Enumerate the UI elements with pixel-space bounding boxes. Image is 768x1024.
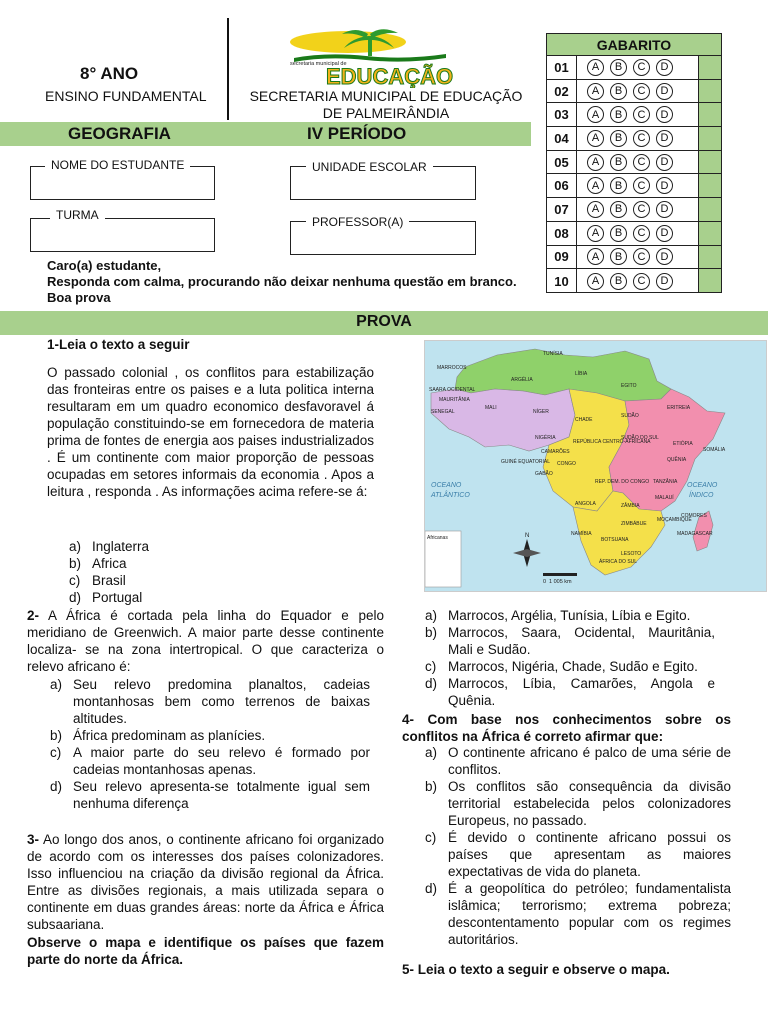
q5-title: 5- Leia o texto a seguir e observe o mapa. (402, 962, 670, 977)
option-text: Seu relevo predomina planaltos, cadeias montanhosas bem como terrenos de baixas altitudes. (73, 677, 370, 726)
instructions-line-1: Caro(a) estudante, (47, 258, 162, 273)
prova-title: PROVA (356, 313, 412, 330)
answer-bubble[interactable]: B (610, 273, 627, 290)
answer-bubble[interactable]: B (610, 106, 627, 123)
answer-row-number: 01 (547, 56, 577, 79)
map-label-libia: LÍBIA (575, 371, 588, 377)
map-scale-label: 1 005 km (549, 579, 572, 585)
option-text: Marrocos, Nigéria, Chade, Sudão e Egito. (448, 659, 698, 674)
answer-bubbles (577, 248, 673, 265)
map-label-lesoto: LESOTO (621, 551, 642, 557)
answer-bubble[interactable]: B (610, 83, 627, 100)
option-text: Marrocos, Líbia, Camarões, Angola e Quênia. (448, 676, 715, 708)
answer-row-number: 05 (547, 151, 577, 174)
secretaria-line-1: SECRETARIA MUNICIPAL DE EDUCAÇÃO (249, 88, 523, 104)
secretaria-logo (286, 28, 481, 88)
map-label-congo: CONGO (557, 461, 576, 467)
q2-option[interactable] (50, 778, 370, 812)
option-letter: b) (425, 625, 438, 640)
grade-label: 8° ANO (80, 64, 139, 83)
answer-bubble[interactable]: D (656, 59, 673, 76)
answer-bubble[interactable]: B (610, 201, 627, 218)
answer-bubble[interactable]: B (610, 154, 627, 171)
q3-option[interactable] (425, 658, 715, 675)
answer-bubble[interactable]: B (610, 130, 627, 147)
answer-bubbles (577, 177, 673, 194)
answer-row-number: 04 (547, 127, 577, 150)
map-label-rca: REPÚBLICA CENTRO-AFRICANA (573, 439, 651, 445)
answer-row-number: 02 (547, 80, 577, 103)
q3-option[interactable] (425, 624, 715, 658)
map-label-tanzania: TANZÂNIA (653, 479, 678, 485)
answer-bubble[interactable]: D (656, 177, 673, 194)
answer-bubble[interactable]: A (587, 83, 604, 100)
answer-bubble[interactable]: A (587, 177, 604, 194)
answer-row-number: 03 (547, 103, 577, 126)
answer-bubble[interactable]: A (587, 248, 604, 265)
option-letter: d) (425, 676, 438, 691)
map-label-madagascar: MADAGASCAR (677, 531, 713, 537)
q4-options (425, 744, 731, 948)
option-text: Os conflitos são consequência da divisão territorial estabelecida pelos colonizadores Europeus, no passado. (448, 779, 731, 828)
map-label-marrocos: MARROCOS (437, 365, 467, 371)
map-ocean-ind-2: ÍNDICO (689, 492, 714, 499)
q1-option[interactable] (69, 589, 269, 606)
map-label-nigeria: NIGÉRIA (535, 435, 556, 441)
instructions (47, 258, 517, 306)
answer-bubble[interactable]: A (587, 201, 604, 218)
answer-bubble[interactable]: A (587, 225, 604, 242)
answer-row-number: 08 (547, 222, 577, 245)
answer-bubbles (577, 106, 673, 123)
q2-option[interactable] (50, 727, 370, 744)
q3-option[interactable] (425, 675, 715, 709)
answer-row (547, 269, 721, 293)
answer-row (547, 222, 721, 246)
answer-bubbles (577, 201, 673, 218)
map-label-chade: CHADE (575, 417, 593, 423)
map-label-mauritania: MAURITÂNIA (439, 397, 470, 403)
map-label-argelia: ARGÉLIA (511, 377, 533, 383)
answer-bubble[interactable]: C (633, 130, 650, 147)
option-text: É a geopolítica do petróleo; fundamentalista islâmica; terrorismo; extrema pobreza; descontentamento popular com os regimes autoritários. (448, 881, 731, 947)
map-label-egito: EGITO (621, 383, 637, 389)
answer-bubble[interactable]: D (656, 273, 673, 290)
map-label-saara: SAARA OCIDENTAL (429, 387, 476, 393)
answer-row (547, 80, 721, 104)
answer-row (547, 151, 721, 175)
q2-number: 2- (27, 608, 40, 623)
q2-option[interactable] (50, 676, 370, 727)
map-label-namibia: NAMÍBIA (571, 531, 592, 537)
option-letter: d) (69, 590, 82, 605)
answer-bubble[interactable]: C (633, 273, 650, 290)
map-label-zimbabue: ZIMBÁBUE (621, 521, 647, 527)
answer-sheet-title: GABARITO (547, 34, 721, 56)
answer-row (547, 246, 721, 270)
answer-bubbles (577, 273, 673, 290)
answer-bubble[interactable]: C (633, 59, 650, 76)
q4-option[interactable] (425, 880, 731, 948)
option-letter: a) (425, 745, 438, 760)
answer-bubble[interactable]: C (633, 201, 650, 218)
answer-row-number: 09 (547, 246, 577, 269)
option-text: A maior parte do seu relevo é formado por cadeias montanhosas apenas. (73, 745, 370, 777)
class-label: TURMA (50, 208, 105, 222)
answer-bubble[interactable]: C (633, 225, 650, 242)
q1-title: 1-Leia o texto a seguir (47, 337, 190, 352)
option-letter: d) (425, 881, 438, 896)
option-text: Brasil (92, 573, 126, 588)
option-letter: b) (50, 728, 63, 743)
option-letter: c) (69, 573, 81, 588)
answer-bubble[interactable]: B (610, 177, 627, 194)
q3-text (27, 831, 384, 933)
subject-label: GEOGRAFIA (68, 124, 171, 143)
map-label-comores: COMORES (681, 513, 707, 519)
secretaria-line-2: DE PALMEIRÂNDIA (322, 105, 450, 121)
q1-options (69, 538, 269, 606)
answer-bubble[interactable]: B (610, 248, 627, 265)
answer-row (547, 103, 721, 127)
answer-row-number: 10 (547, 269, 577, 293)
q4-option[interactable] (425, 778, 731, 829)
logo-main-text: EDUCAÇÃO (326, 64, 454, 88)
answer-row (547, 174, 721, 198)
option-text: Marrocos, Saara, Ocidental, Mauritânia, Mali e Sudão. (448, 625, 715, 657)
header-divider (227, 18, 229, 120)
q4-title: 4- Com base nos conhecimentos sobre os conflitos na África é correto afirmar que: (402, 712, 731, 744)
answer-sheet (546, 33, 722, 293)
answer-bubble[interactable]: D (656, 248, 673, 265)
map-label-rdc: REP. DEM. DO CONGO (595, 479, 650, 485)
answer-row-number: 07 (547, 198, 577, 221)
q3-number: 3- (27, 832, 40, 847)
q1-text: O passado colonial , os conflitos para estabilização das fronteiras entre os paises e a luta politica interna resultaram em um quadro economico desfavoravel á população constituindo-se em fornecedora de materia prima de fontes de energia aos paises industrializados . É um continente com maior proporção de pessoas ocupadas em setores informais da economia . Apos a leitura , responda . As informações acima refere-se á: (47, 365, 374, 499)
q2-options (50, 676, 370, 812)
option-letter: b) (69, 556, 82, 571)
map-label-mali: MALI (485, 405, 497, 411)
teacher-label: PROFESSOR(A) (306, 215, 409, 229)
svg-text:0: 0 (543, 579, 547, 585)
secretaria-title (238, 88, 534, 122)
map-label-etiopia: ETIÓPIA (673, 441, 693, 447)
answer-row (547, 56, 721, 80)
logo-small-text: secretaria municipal de (290, 61, 347, 67)
option-text: É devido o continente africano possui os países que apresentam as maiores expectativas de vida do planeta. (448, 830, 731, 879)
option-letter: a) (69, 539, 82, 554)
period-label: IV PERÍODO (307, 124, 407, 143)
map-label-angola: ANGOLA (575, 501, 596, 507)
map-label-quenia: QUÊNIA (667, 457, 687, 463)
option-text: Africa (92, 556, 127, 571)
map-label-tunisia: TUNÍSIA (543, 351, 563, 357)
option-letter: a) (425, 608, 438, 623)
answer-bubble[interactable]: B (610, 225, 627, 242)
option-text: África predominam as planícies. (73, 728, 266, 743)
q1-option[interactable] (69, 555, 269, 572)
q4-option[interactable] (425, 829, 731, 880)
answer-bubble[interactable]: C (633, 177, 650, 194)
africa-map (424, 340, 767, 592)
map-label-malaui: MALAUÍ (655, 495, 674, 501)
level-label: ENSINO FUNDAMENTAL (45, 88, 207, 104)
answer-bubble[interactable]: A (587, 154, 604, 171)
map-ocean-atl-2: ATLÂNTICO (431, 492, 470, 499)
option-letter: c) (425, 659, 437, 674)
answer-bubbles (577, 83, 673, 100)
q3-statement: Ao longo dos anos, o continente africano foi organizado de acordo com os interesses dos países colonizadores. Isso influenciou na criação da divisão regional da África. Entre as divisões regionais, a mais utilizada separa o continente em duas grandes áreas: norte da África e África subsaariana. (27, 832, 384, 932)
answer-bubbles (577, 59, 673, 76)
map-ocean-atl-1: OCEANO (431, 482, 462, 489)
option-letter: c) (425, 830, 437, 845)
q2-option[interactable] (50, 744, 370, 778)
q1-option[interactable] (69, 572, 269, 589)
answer-bubble[interactable]: C (633, 154, 650, 171)
option-letter: a) (50, 677, 63, 692)
answer-row (547, 127, 721, 151)
option-text: Inglaterra (92, 539, 150, 554)
map-label-somalia: SOMÁLIA (703, 447, 726, 453)
school-label: UNIDADE ESCOLAR (306, 160, 433, 174)
instructions-line-3: Boa prova (47, 290, 111, 305)
answer-bubble[interactable]: C (633, 248, 650, 265)
map-label-senegal: SENEGAL (431, 409, 455, 415)
answer-bubble[interactable]: D (656, 106, 673, 123)
q2-statement: A África é cortada pela linha do Equador e pelo meridiano de Greenwich. A maior parte desse continente localiza- se na zona intertropical. O que caracteriza o relevo africano é: (27, 608, 384, 674)
answer-bubble[interactable]: D (656, 201, 673, 218)
option-text: Portugal (92, 590, 143, 605)
answer-bubble[interactable]: A (587, 130, 604, 147)
q4-option[interactable] (425, 744, 731, 778)
answer-bubble[interactable]: C (633, 83, 650, 100)
q3-options (425, 607, 715, 709)
class-field[interactable] (30, 218, 215, 252)
map-label-mocambique: MOÇAMBIQUE (657, 517, 692, 523)
answer-bubble[interactable]: D (656, 83, 673, 100)
map-label-camaroes: CAMARÕES (541, 449, 570, 455)
answer-row (547, 198, 721, 222)
map-label-guine-eq: GUINÉ EQUATORIAL (501, 459, 550, 465)
answer-bubble[interactable]: D (656, 130, 673, 147)
option-text: Seu relevo apresenta-se totalmente igual sem nenhuma diferença (73, 779, 370, 811)
option-text: O continente africano é palco de uma série de conflitos. (448, 745, 731, 777)
map-label-sudao-sul: SUDÃO DO SUL (621, 435, 659, 441)
map-label-niger: NÍGER (533, 409, 549, 415)
instructions-line-2: Responda com calma, procurando não deixar nenhuma questão em branco. (47, 274, 517, 289)
answer-bubble[interactable]: B (610, 59, 627, 76)
answer-row-number: 06 (547, 174, 577, 197)
q3-instruction: Observe o mapa e identifique os países que fazem parte do norte da África. (27, 935, 384, 967)
option-letter: d) (50, 779, 63, 794)
answer-bubbles (577, 225, 673, 242)
answer-bubble[interactable]: A (587, 106, 604, 123)
answer-bubble[interactable]: D (656, 225, 673, 242)
answer-bubble[interactable]: A (587, 59, 604, 76)
option-letter: b) (425, 779, 438, 794)
map-label-gabao: GABÃO (535, 471, 553, 477)
answer-bubble[interactable]: A (587, 273, 604, 290)
map-label-eritreia: ERITREIA (667, 405, 691, 411)
answer-bubble[interactable]: D (656, 154, 673, 171)
map-label-botsuana: BOTSUANA (601, 537, 629, 543)
option-text: Marrocos, Argélia, Tunísia, Líbia e Egito. (448, 608, 691, 623)
student-name-label: NOME DO ESTUDANTE (45, 158, 190, 172)
q3-option[interactable] (425, 607, 715, 624)
map-label-sudao: SUDÃO (621, 413, 639, 419)
answer-bubbles (577, 130, 673, 147)
option-letter: c) (50, 745, 62, 760)
map-label-africa-sul: ÁFRICA DO SUL (599, 559, 638, 565)
answer-bubbles (577, 154, 673, 171)
svg-text:N: N (525, 533, 530, 539)
map-ocean-ind-1: OCEANO (687, 482, 718, 489)
map-legend-title: Africanas (427, 535, 448, 541)
q1-option[interactable] (69, 538, 269, 555)
map-label-zambia: ZÂMBIA (621, 503, 640, 509)
answer-bubble[interactable]: C (633, 106, 650, 123)
q2-text (27, 607, 384, 675)
